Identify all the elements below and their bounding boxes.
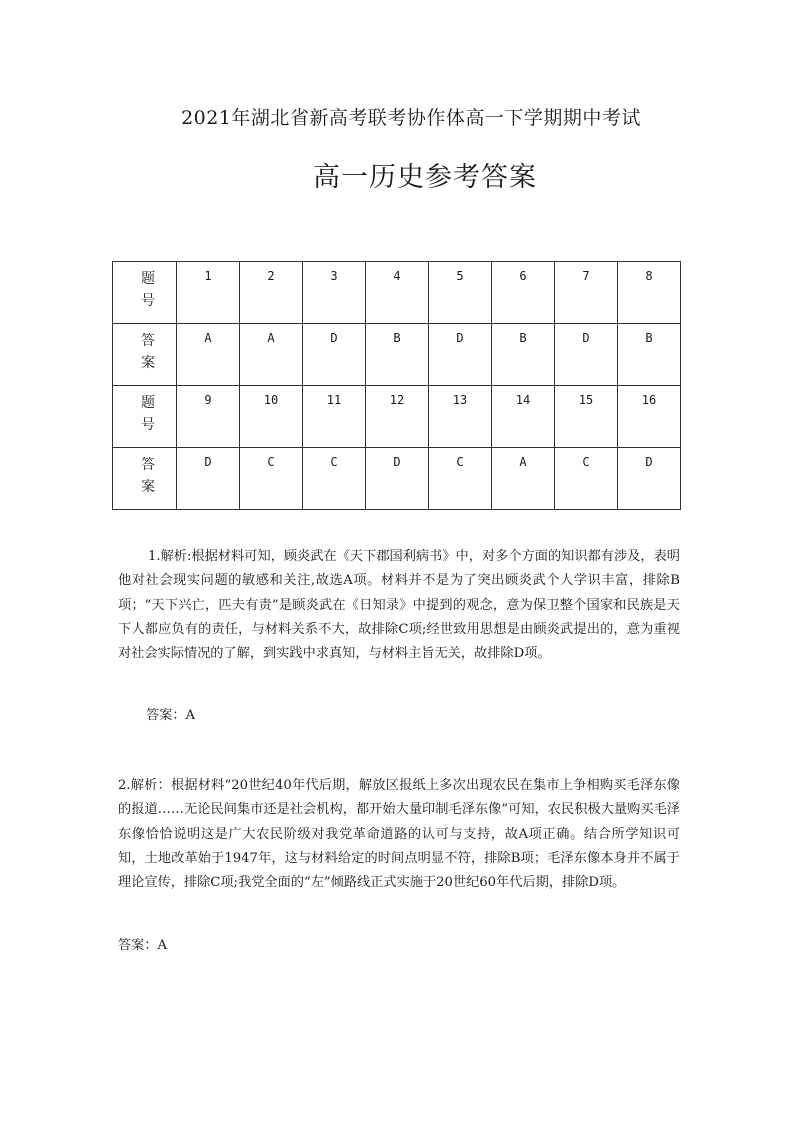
row-header [113,324,177,386]
document-title: 高一历史参考答案 [313,162,537,193]
table-cell [492,448,555,510]
table-cell [240,324,303,386]
answer-letter: D [330,331,338,345]
question-number: 3 [330,269,338,283]
table-row [113,324,681,386]
answer-letter: D [204,455,212,469]
answer-letter: A [204,331,212,345]
question-number: 13 [452,393,468,407]
table-cell [366,386,429,448]
answer-letter: B [519,331,527,345]
table-cell [177,262,240,324]
table-cell [555,324,618,386]
table-cell [303,448,366,510]
question-number: 2 [267,269,275,283]
answer-letter: D [393,455,401,469]
question-number: 8 [645,269,653,283]
table-cell [177,448,240,510]
row-header-label: 答案 [141,457,155,495]
table-cell [555,386,618,448]
table-cell [240,262,303,324]
question-number: 4 [393,269,401,283]
table-row [113,262,681,324]
table-cell [618,262,681,324]
answer-letter: B [393,331,401,345]
table-cell [366,448,429,510]
answer-line: 答案：A [118,938,168,953]
explanation-paragraph: 2.解析：根据材料“20世纪40年代后期，解放区报纸上多次出现农民在集市上争相购买毛泽东像的报道……无论民间集市还是社会机构，都开始大量印制毛泽东像”可知，农民积极大量购买毛泽东像恰恰说明这是广大农民阶级对我党革命道路的认可与支持，故A项正确。结合所学知识可知，土地改革始于1947年，这与材料给定的时间点明显不符，排除B项；毛泽东像本身并不属于理论宣传，排除C项;我党全面的“左”倾路线正式实施于20世纪60年代后期，排除D项。 [118,778,680,891]
table-row [113,386,681,448]
question-number: 14 [515,393,531,407]
exam-title: 2021年湖北省新高考联考协作体高一下学期期中考试 [181,107,641,129]
question-number: 11 [326,393,342,407]
answer-letter: C [582,455,590,469]
table-cell [177,324,240,386]
table-cell [240,386,303,448]
table-cell [429,386,492,448]
answer-letter: A [519,455,527,469]
answer-letter: C [267,455,275,469]
table-cell [492,386,555,448]
table-cell [366,262,429,324]
answer-letter: A [267,331,275,345]
row-header-label: 题号 [141,271,155,309]
table-cell [618,386,681,448]
question-number: 5 [456,269,464,283]
table-cell [492,262,555,324]
question-number: 1 [204,269,212,283]
answer-letter: C [330,455,338,469]
answer-letter: D [456,331,464,345]
row-header [113,262,177,324]
table-cell [555,448,618,510]
table-cell [492,324,555,386]
answer-letter: D [582,331,590,345]
table-row [113,448,681,510]
question-number: 7 [582,269,590,283]
table-cell [303,386,366,448]
question-number: 10 [263,393,279,407]
table-cell [618,448,681,510]
table-cell [429,448,492,510]
question-number: 9 [204,393,212,407]
table-cell [177,386,240,448]
table-cell [618,324,681,386]
table-cell [429,324,492,386]
question-number: 15 [578,393,594,407]
answer-letter: B [645,331,653,345]
question-number: 16 [641,393,657,407]
answer-letter: C [456,455,464,469]
question-number: 6 [519,269,527,283]
answer-table [112,261,681,510]
table-cell [366,324,429,386]
answer-line: 答案：A [146,708,196,723]
table-cell [303,262,366,324]
table-cell [429,262,492,324]
row-header [113,448,177,510]
explanation-paragraph: 1.解析:根据材料可知，顾炎武在《天下郡国利病书》中，对多个方面的知识都有涉及，表明他对社会现实问题的敏感和关注,故选A项。材料并不是为了突出顾炎武个人学识丰富，排除B项；“天下兴亡，匹夫有责”是顾炎武在《日知录》中提到的观念，意为保卫整个国家和民族是天下人都应负有的责任，与材料关系不大，故排除C项;经世致用思想是由顾炎武提出的，意为重视对社会实际情况的了解，到实践中求真知，与材料主旨无关，故排除D项。 [118,549,680,662]
table-cell [240,448,303,510]
table-cell [555,262,618,324]
table-cell [303,324,366,386]
answer-letter: D [645,455,653,469]
row-header-label: 答案 [141,333,155,371]
question-number: 12 [389,393,405,407]
row-header [113,386,177,448]
row-header-label: 题号 [141,395,155,433]
